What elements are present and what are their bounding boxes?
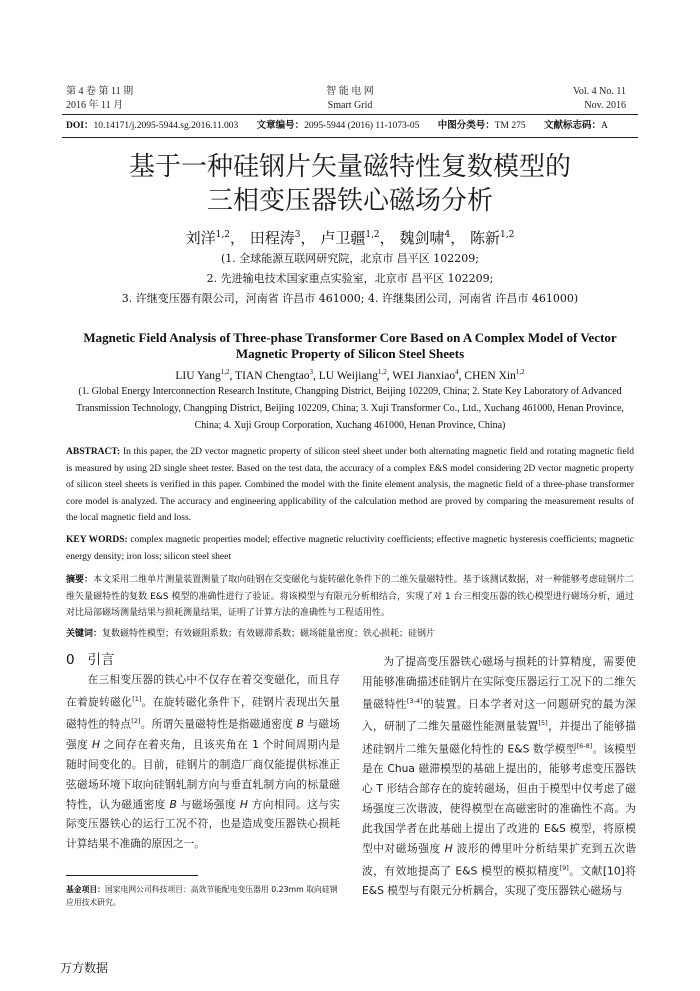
citation: [3-4] <box>406 696 423 705</box>
footnote-text: 国家电网公司科技项目：高效节能配电变压器用 0.23mm 取向硅钢应用技术研究。 <box>66 885 338 907</box>
author-en: CHEN Xin$^{1,2}$ <box>464 368 525 382</box>
abstract-en-text: In this paper, the 2D vector magnetic property of silicon steel sheet under both alternating magnetic field and rotating magnetic field is measured by using 2D single sheet tester. Based on the test data, the accuracy of a complex E&S model considering 2D vector magnetic property of silicon steel sheets is verified in this paper. Combined the model with the finite element analysis, the magnetic field of a three-phase transformer core model is analyzed. The accuracy and engineering applicability of the calculation method are proved by comparing the measurement results of the local magnetic field and loss. <box>66 447 634 524</box>
clc-value: TM 275 <box>494 121 526 131</box>
citation: [9] <box>559 863 569 872</box>
section-title: 引言 <box>87 652 115 668</box>
author-en: WEI Jianxiao$^4$, <box>392 368 465 382</box>
body-left-column <box>66 670 340 854</box>
citation: [1] <box>132 694 142 703</box>
header-rule-top <box>62 114 638 115</box>
affiliations-en: (1. Global Energy Interconnection Research Institute, Changping District, Beijing 102209, China; 2. State Key Laboratory of Advanced Transmission Technology, Changping District, Beijing 102209, China; 3. Xuji Transformer Co., Ltd., Xuchang 461000, Henan Province, China; 4. Xuji Group Corporation, Xuchang 461000, Henan Province, China) <box>76 386 624 431</box>
doi-label: DOI： <box>66 121 94 131</box>
watermark-text: 万方数据 <box>60 961 109 975</box>
citation: [5] <box>538 719 548 728</box>
paragraph: 为了提高变压器铁心磁场与损耗的计算精度，需要使用能够准确描述硅钢片在实际变压器运行工况下的二维矢量磁特性[3-4]的装置。日本学者对这一问题研究的最为深入，研制了二维矢量磁性能测量装置[5]，并提出了能够描述硅钢片二维矢量磁化特性的 E&S 数学模型[6-8]。该模型是在 Chua 磁滞模型的基础上提出的，能够考虑变压器铁心 T 形结合部存在的旋转磁场，但由于模型中仅考虑了磁场强度三次谐波，使得模型在高磁密时的准确性不高。为此我国学者在此基础上提出了改进的 E&S 模型，将原模型中对磁场强度 H 波形的傅里叶分析结果扩充到五次谐波，有效地提高了 E&S 模型的模拟精度[9]。文献[10]将 E&S 模型与有限元分析耦合，实现了变压器铁心磁场与 <box>362 655 636 898</box>
citation: [2] <box>131 717 141 726</box>
keywords-cn <box>66 627 634 641</box>
keywords-cn-label: 关键词： <box>66 629 103 639</box>
journal-name-cn: 智 能 电 网 <box>326 86 374 97</box>
section-number: 0 <box>66 652 75 668</box>
abstract-cn-label: 摘要： <box>66 575 94 585</box>
volume-issue-en: Vol. 4 No. 11 <box>572 86 626 97</box>
title-cn-line1: 基于一种硅钢片矢量磁特性复数模型的 <box>128 152 571 182</box>
authors-en <box>0 365 700 384</box>
journal-name-en: Smart Grid <box>327 100 373 111</box>
author-en: LU Weijiang$^{1,2}$, <box>318 368 393 382</box>
keywords-en-label: KEY WORDS: <box>66 535 128 545</box>
affiliation-cn-line2: 2. 先进输电技术国家重点实验室，北京市 昌平区 102209; <box>206 272 494 285</box>
header-rule-bottom <box>62 137 638 138</box>
clc-label: 中图分类号： <box>437 121 495 131</box>
volume-issue-cn: 第 4 卷 第 11 期 <box>66 86 134 97</box>
affiliation-cn-line1: (1. 全球能源互联网研究院，北京市 昌平区 102209; <box>221 252 479 265</box>
article-no-label: 文章编号： <box>256 121 305 131</box>
body-right-column <box>362 652 636 901</box>
author-cn: 刘洋$^{1,2}$， <box>185 229 245 247</box>
journal-volume-issue-en <box>573 85 626 113</box>
keywords-en-text: complex magnetic properties model; effective magnetic reluctivity coefficients; effective magnetic hysteresis coefficients; magnetic energy density; iron loss; silicon steel sheet <box>66 535 634 562</box>
date-en: Nov. 2016 <box>584 100 626 111</box>
title-cn-line2: 三相变压器铁心磁场分析 <box>206 186 493 216</box>
paragraph: 在三相变压器的铁心中不仅存在着交变磁化，而且存在着旋转磁化[1]。在旋转磁化条件下，硅钢片表现出矢量磁特性的特点[2]。所谓矢量磁特性是指磁通密度 B 与磁场强度 H 之间存在着夹角，且该夹角在 1 个时间周期内是随时间变化的。目前，硅钢片的制造厂商仅能提供标准正弦磁场环境下取向硅钢轧制方向与垂直轧制方向的标量磁特性，认为磁通密度 B 与磁场强度 H 方向相同。这与实际变压器铁心的运行工况不符，也是造成变压器铁心损耗计算结果不准确的原因之一。 <box>66 673 340 851</box>
doc-code-value: A <box>601 121 608 131</box>
author-en: TIAN Chengtao$^3$, <box>235 368 319 382</box>
author-cn: 陈新$^{1,2}$ <box>470 229 515 247</box>
abstract-en-label: ABSTRACT: <box>66 447 121 457</box>
title-en: Magnetic Field Analysis of Three-phase Transformer Core Based on A Complex Model of Vector Magnetic Property of Silicon Steel Sheets <box>83 330 617 361</box>
keywords-en <box>66 532 634 565</box>
date-cn: 2016 年 11 月 <box>66 100 124 111</box>
abstract-en <box>66 444 634 527</box>
footnote-rule <box>66 875 198 876</box>
footnote-label: 基金项目： <box>66 885 105 894</box>
citation: [6-8] <box>576 741 593 750</box>
keywords-cn-text: 复数磁特性模型；有效磁阻系数；有效磁滞系数；磁场能量密度；铁心损耗；硅钢片 <box>102 629 436 639</box>
affiliation-cn-line3: 3. 许继变压器有限公司，河南省 许昌市 461000; 4. 许继集团公司，河南省 许昌市 461000) <box>121 292 579 305</box>
title-cn <box>0 150 700 218</box>
author-cn: 魏剑啸$^4$， <box>399 229 466 247</box>
author-cn: 卢卫疆$^{1,2}$， <box>320 229 395 247</box>
doc-code-label: 文献标志码： <box>544 121 602 131</box>
abstract-cn-text: 本文采用二维单片测量装置测量了取向硅钢在交变磁化与旋转磁化条件下的二维矢量磁特性。基于该测试数据，对一种能够考虑硅钢片二维矢量磁特性的复数 E&S 模型的准确性进行了验证。将该模型与有限元分析相结合，实现了对 1 台三相变压器的铁心模型进行磁场分析，通过对比局部磁场测量结果与损耗测量结果，证明了计算方法的准确性与工程适用性。 <box>66 575 634 619</box>
author-cn: 田程涛$^3$， <box>249 229 316 247</box>
authors-cn <box>0 225 700 248</box>
article-no-value: 2095-5944 (2016) 11-1073-05 <box>304 121 420 131</box>
article-meta <box>66 119 642 133</box>
abstract-cn <box>66 572 634 622</box>
footnote-funding <box>66 883 340 909</box>
section-heading <box>66 651 114 669</box>
doi-value: 10.14171/j.2095-5944.sg.2016.11.003 <box>93 121 239 131</box>
author-en: LIU Yang$^{1,2}$, <box>175 368 236 382</box>
